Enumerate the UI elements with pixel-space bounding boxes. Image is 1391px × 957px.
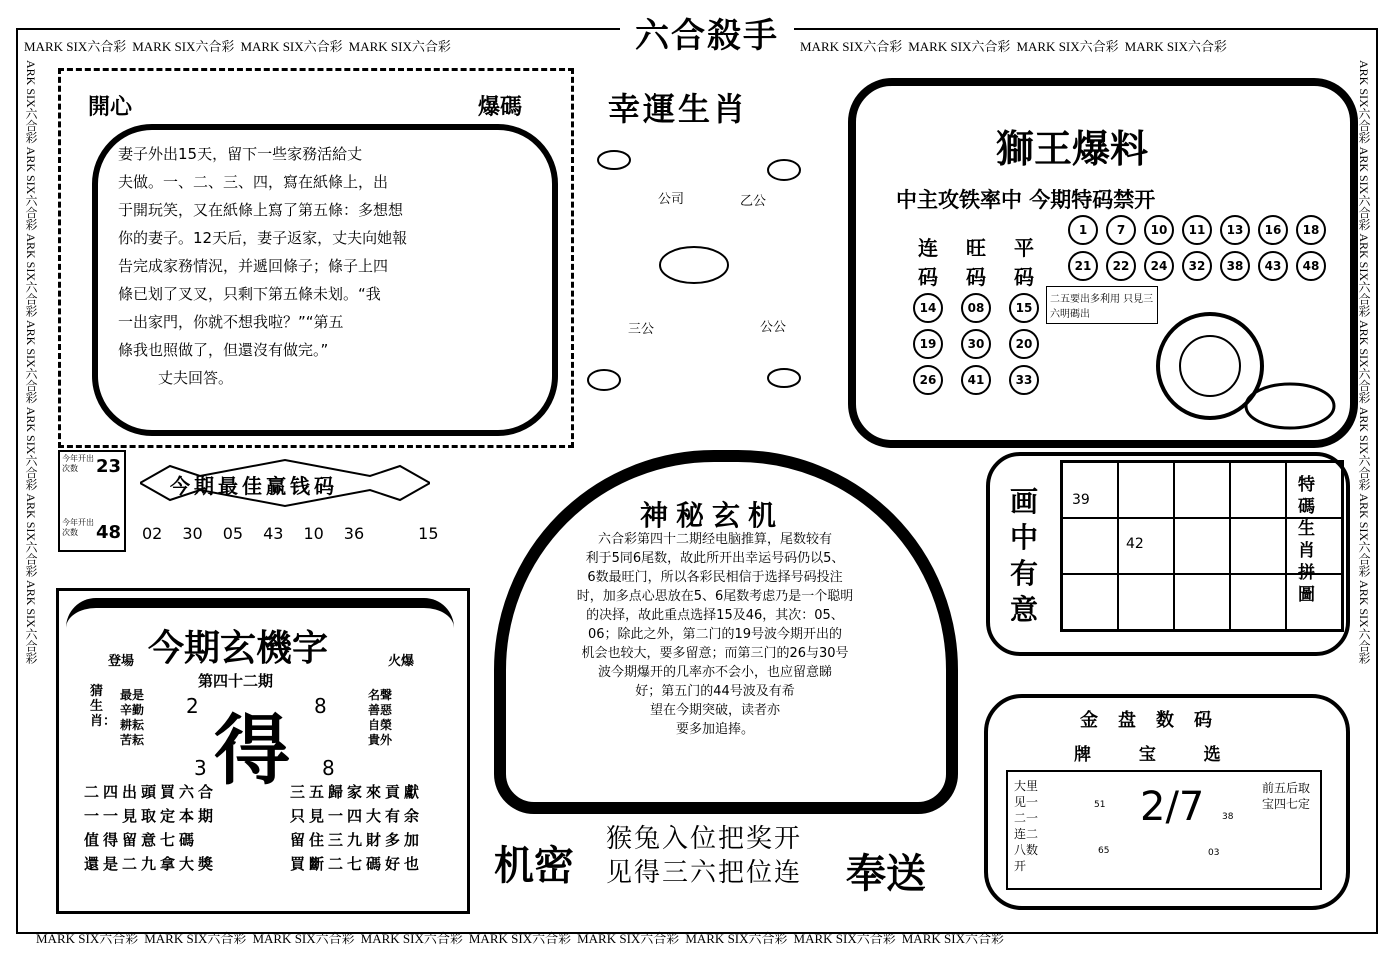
banned-row-1: 1 7 10 11 13 16 18 (1064, 212, 1330, 248)
story-left-title: 開心 (88, 95, 133, 120)
period-label-1: 今年开出次数 (62, 454, 94, 473)
grid-cell (1118, 574, 1174, 630)
xuanji-right-cols: 名聲 善惡 自榮 貴外 (368, 688, 393, 747)
lion-col-3: 平 码 152033 (1004, 232, 1044, 398)
left-border-text: ARK SIX六合彩 ARK SIX六合彩 ARK SIX六合彩 ARK SIX六合彩 ARK SIX六合彩 ARK SIX六合彩 ARK SIX六合彩 (24, 60, 38, 664)
bottom-left-label: 机密 (494, 843, 574, 889)
xuanji-guess-label: 猜生肖： (90, 684, 117, 729)
xuanji-num-2: 8 (314, 694, 327, 718)
lion-bubble: 二五要出多利用 只見三六明碼出 (1046, 286, 1158, 324)
xuanji-left-cols: 最是 辛勤 耕耘 苦耘 (120, 688, 145, 747)
period-value-1: 23 (96, 456, 122, 477)
lucky-mark-3: 三公 (628, 322, 655, 337)
story-right-title: 爆碼 (478, 95, 523, 120)
grid-cell (1062, 462, 1118, 518)
lucky-mark-4: 公公 (760, 320, 787, 335)
lion-col-2: 旺 码 083041 (956, 232, 996, 398)
grid-cell (1062, 518, 1118, 574)
picture-num-1: 39 (1072, 492, 1090, 508)
story-text: 妻子外出15天，留下一些家務活給丈 夫做。一、二、三、四，寫在紙條上，出 于開玩笑，又在紙條上寫了第五條：多想想 你的妻子。12天后，妻子返家，丈夫向她報 告完成家務情況，并遞回條子；條子上四 條已划了叉叉，只剩下第五條未划。“我 一出家門，你就不想我啦？”“第五 條我也照做了，但還沒有做完。” 丈夫回答。 (118, 145, 408, 387)
period-value-2: 48 (96, 522, 122, 543)
lion-subtitle: 中主攻铁率中 今期特码禁开 (896, 188, 1156, 212)
xuanji-title: 今期玄機字 (148, 628, 329, 669)
gold-right-cols: 前五后取 宝四七定 (1262, 781, 1311, 811)
page-title: 六合殺手 (620, 14, 794, 58)
picture-side: 特碼生肖拼圖 (1298, 475, 1315, 605)
gold-small-4: 03 (1208, 848, 1220, 858)
xuanji-num-3: 3 (194, 756, 207, 780)
lion-icon (1150, 296, 1340, 436)
bottom-right-label: 奉送 (846, 851, 926, 897)
best-title: 今期最佳赢钱码 (170, 474, 338, 498)
xuanji-char: 得 (214, 706, 290, 795)
banned-row-2: 21 22 24 32 38 43 48 (1064, 248, 1330, 284)
zodiac-animals (584, 140, 824, 400)
grid-cell (1230, 518, 1286, 574)
lucky-title: 幸運生肖 (608, 90, 749, 128)
gold-title: 金盘数码 (1080, 710, 1232, 731)
gold-small-2: 38 (1222, 812, 1234, 822)
grid-cell (1230, 574, 1286, 630)
top-border-text: MARK SIX六合彩 MARK SIX六合彩 MARK SIX六合彩 MARK SIX六合彩 (24, 39, 451, 54)
xuanji-left-tag: 登場 (108, 654, 135, 669)
lion-col-1: 连 码 141926 (908, 232, 948, 398)
center-text: 六合彩第四十二期经电脑推算，尾数较有 利于5同6尾数，故此所开出幸运号码仍以5、 6数最旺门，所以各彩民相信于选择号码投注 时，加多点心思放在5、6尾数考虑乃是一个聪明 的决择，故此重点选择15及46，其次：05、 06；除此之外，第二门的19号波今期开出的 机会也较大，要多留意；而第三门的26与30号 波今期爆开的几率亦不会小，也应留意睇 好；第五门的44号波及有希 望在今期突破，读者亦 要多加追捧。 (576, 532, 854, 737)
dog-icon (768, 369, 800, 387)
lucky-mark-1: 公司 (658, 192, 685, 207)
period-label-2: 今年开出次数 (62, 518, 94, 537)
bottom-line-1: 猴兔入位把奖开 (606, 824, 803, 854)
center-title: 神秘玄机 (640, 499, 785, 532)
xuanji-issue: 第四十二期 (198, 672, 274, 690)
picture-title: 画中有意 (1010, 485, 1039, 626)
xuanji-right-tag: 火爆 (388, 654, 415, 669)
lion-title: 獅王爆料 (996, 127, 1149, 171)
right-border-text: ARK SIX六合彩 ARK SIX六合彩 ARK SIX六合彩 ARK SIX六合彩 ARK SIX六合彩 ARK SIX六合彩 ARK SIX六合彩 (1357, 60, 1371, 664)
gold-left-cols: 大里 见一 二一 连二 八数 开 (1014, 779, 1039, 873)
lucky-mark-2: 乙公 (740, 194, 767, 209)
xuanji-num-4: 8 (322, 756, 335, 780)
grid-cell (1118, 462, 1174, 518)
top-border-text-right: MARK SIX六合彩 MARK SIX六合彩 MARK SIX六合彩 MARK SIX六合彩 (800, 39, 1227, 54)
rabbit-icon (588, 370, 620, 390)
bottom-border-text: MARK SIX六合彩 MARK SIX六合彩 MARK SIX六合彩 MARK SIX六合彩 MARK SIX六合彩 MARK SIX六合彩 MARK SIX六合彩 MARK SIX六合彩 MARK SIX六合彩 (36, 931, 1004, 946)
grid-cell (1174, 574, 1230, 630)
gold-small-3: 65 (1098, 846, 1110, 856)
grid-cell (1062, 574, 1118, 630)
goat-icon (598, 151, 630, 169)
pig-icon (768, 160, 800, 180)
best-numbers: 02 30 05 43 10 36 15 (142, 524, 439, 543)
xuanji-verse-right: 三五歸家來貢獻 只見一四大有余 留住三九財多加 買斷二七碼好也 (290, 783, 424, 873)
horse-icon (660, 247, 728, 283)
picture-num-2: 42 (1126, 536, 1144, 552)
grid-cell (1230, 462, 1286, 518)
grid-cell (1174, 518, 1230, 574)
gold-sub: 牌 宝 选 (1074, 745, 1233, 765)
xuanji-num-1: 2 (186, 694, 199, 718)
xuanji-verse-left: 二四出頭買六合 一一見取定本期 值得留意七碼 還是二九拿大獎 (84, 783, 218, 873)
grid-cell (1174, 462, 1230, 518)
bottom-line-2: 见得三六把位连 (606, 858, 803, 888)
gold-small-1: 51 (1094, 800, 1106, 810)
gold-center: 2/7 (1140, 784, 1205, 830)
